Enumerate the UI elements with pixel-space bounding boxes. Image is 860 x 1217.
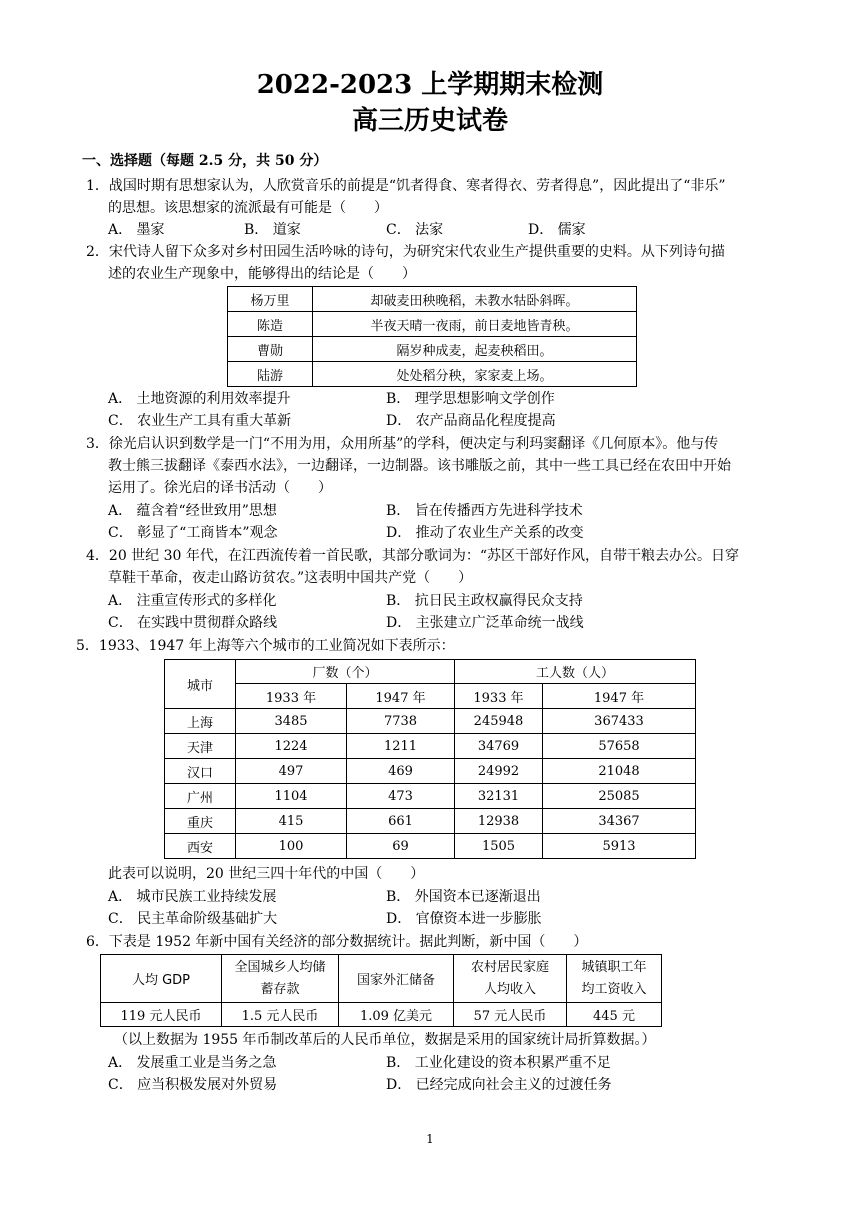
value-cell: 1211 (347, 734, 455, 759)
q4-option-b[interactable]: B． 抗日民主政权赢得民众支持 (386, 593, 583, 609)
q3-option-a[interactable]: A． 蕴含着“经世致用”思想 (108, 503, 277, 519)
q2-option-c[interactable]: C． 农业生产工具有重大革新 (108, 413, 292, 429)
q5-option-c[interactable]: C． 民主革命阶级基础扩大 (108, 911, 278, 927)
poem-table (227, 286, 637, 387)
value-cell: 34367 (543, 809, 696, 834)
table-row (101, 1003, 662, 1027)
rural-income-header-line2: 人均收入 (483, 981, 536, 997)
q4-option-c[interactable]: C． 在实践中贯彻群众路线 (108, 615, 278, 631)
year-header: 1947 年 (543, 684, 696, 709)
q1-option-b[interactable]: B． 道家 (244, 222, 301, 238)
table-row (165, 734, 696, 759)
q6-option-c[interactable]: C． 应当积极发展对外贸易 (108, 1077, 278, 1093)
value-cell: 1224 (236, 734, 347, 759)
value-cell: 32131 (455, 784, 543, 809)
question-3-text-line3: 运用了。徐光启的译书活动（ ） (108, 480, 332, 496)
q6-option-b[interactable]: B． 工业化建设的资本积累严重不足 (386, 1055, 611, 1071)
q6-option-d[interactable]: D． 已经完成向社会主义的过渡任务 (386, 1077, 612, 1093)
question-3-text-line1: 3．徐光启认识到数学是一门“不用为用，众用所基”的学科，便决定与利玛窦翻译《几何原本》。他与传 (86, 436, 719, 452)
savings-header (222, 955, 339, 1003)
workers-header: 工人数（人） (455, 660, 696, 684)
table-row (165, 709, 696, 734)
table-row (165, 784, 696, 809)
value-cell: 5913 (543, 834, 696, 859)
table-row (228, 287, 637, 312)
question-3-text-line2: 教士熊三拔翻译《泰西水法》，一边翻译，一边制器。该书雕版之前，其中一些工具已经在农田中开始 (108, 458, 731, 474)
value-cell: 3485 (236, 709, 347, 734)
city-cell: 天津 (165, 734, 236, 759)
forex-header: 国家外汇储备 (339, 955, 454, 1003)
table-header-row (165, 660, 696, 684)
value-cell: 57658 (543, 734, 696, 759)
table-row (165, 759, 696, 784)
value-cell: 367433 (543, 709, 696, 734)
value-cell: 25085 (543, 784, 696, 809)
q2-option-b[interactable]: B． 理学思想影响文学创作 (386, 391, 555, 407)
verse-cell: 半夜天晴一夜雨，前日麦地皆青秧。 (313, 312, 637, 337)
question-1-text-line1: 1．战国时期有思想家认为，人欣赏音乐的前提是“饥者得食、寒者得衣、劳者得息”，因此提出了“非乐” (86, 178, 726, 194)
page-number: 1 (426, 1132, 434, 1146)
verse-cell: 处处稻分秧，家家麦上场。 (313, 362, 637, 387)
year-header: 1933 年 (455, 684, 543, 709)
verse-cell: 却破麦田秧晚稻，未教水牯卧斜晖。 (313, 287, 637, 312)
city-cell: 汉口 (165, 759, 236, 784)
savings-header-line1: 全国城乡人均储 (234, 959, 326, 975)
poet-cell: 陆游 (228, 362, 313, 387)
value-cell: 1505 (455, 834, 543, 859)
urban-wage-header (567, 955, 662, 1003)
value-cell: 24992 (455, 759, 543, 784)
value-cell: 1104 (236, 784, 347, 809)
gdp-header: 人均 GDP (101, 955, 222, 1003)
factories-header: 厂数（个） (236, 660, 455, 684)
exam-title: 2022-2023 上学期期末检测 (256, 70, 604, 100)
urban-wage-header-line2: 均工资收入 (581, 981, 647, 997)
forex-value: 1.09 亿美元 (339, 1003, 454, 1027)
value-cell: 473 (347, 784, 455, 809)
question-6-text-line1: 6．下表是 1952 年新中国有关经济的部分数据统计。据此判断，新中国（ ） (86, 934, 588, 950)
value-cell: 661 (347, 809, 455, 834)
q4-option-a[interactable]: A． 注重宣传形式的多样化 (108, 593, 277, 609)
city-cell: 广州 (165, 784, 236, 809)
q2-option-d[interactable]: D． 农产品商品化程度提高 (386, 413, 556, 429)
value-cell: 21048 (543, 759, 696, 784)
q5-option-a[interactable]: A． 城市民族工业持续发展 (108, 889, 277, 905)
urban-wage-header-line1: 城镇职工年 (581, 959, 647, 975)
value-cell: 100 (236, 834, 347, 859)
savings-value: 1.5 元人民币 (222, 1003, 339, 1027)
question-5-text-line1: 5．1933、1947 年上海等六个城市的工业简况如下表所示： (76, 638, 455, 654)
rural-income-header-line1: 农村居民家庭 (470, 959, 549, 975)
urban-wage-value: 445 元 (567, 1003, 662, 1027)
q6-option-a[interactable]: A． 发展重工业是当务之急 (108, 1055, 277, 1071)
rural-income-header (454, 955, 567, 1003)
q5-option-b[interactable]: B． 外国资本已逐渐退出 (386, 889, 541, 905)
city-cell: 上海 (165, 709, 236, 734)
question-5-text-line2: 此表可以说明，20 世纪三四十年代的中国（ ） (108, 866, 425, 882)
section-heading: 一、选择题（每题 2.5 分，共 50 分） (82, 153, 328, 169)
year-header: 1947 年 (347, 684, 455, 709)
city-cell: 西安 (165, 834, 236, 859)
q3-option-d[interactable]: D． 推动了农业生产关系的改变 (386, 525, 584, 541)
gdp-value: 119 元人民币 (101, 1003, 222, 1027)
question-4-text-line2: 草鞋干革命，夜走山路访贫农。”这表明中国共产党（ ） (108, 570, 473, 586)
year-header: 1933 年 (236, 684, 347, 709)
value-cell: 469 (347, 759, 455, 784)
q3-option-b[interactable]: B． 旨在传播西方先进科学技术 (386, 503, 583, 519)
q2-option-a[interactable]: A． 土地资源的利用效率提升 (108, 391, 291, 407)
table-row (165, 834, 696, 859)
q5-option-d[interactable]: D． 官僚资本进一步膨胀 (386, 911, 542, 927)
question-6-note: （以上数据为 1955 年币制改革后的人民币单位，数据是采用的国家统计局折算数据。） (114, 1032, 656, 1048)
q1-option-d[interactable]: D． 儒家 (528, 222, 586, 238)
question-2-text-line2: 述的农业生产现象中，能够得出的结论是（ ） (108, 266, 416, 282)
economy-table (100, 954, 662, 1027)
question-1-text-line2: 的思想。该思想家的流派最有可能是（ ） (108, 200, 388, 216)
verse-cell: 隔岁种成麦，起麦秧稻田。 (313, 337, 637, 362)
poet-cell: 陈造 (228, 312, 313, 337)
value-cell: 497 (236, 759, 347, 784)
q1-option-c[interactable]: C． 法家 (386, 222, 444, 238)
value-cell: 12938 (455, 809, 543, 834)
table-row (165, 809, 696, 834)
table-row (228, 312, 637, 337)
question-4-text-line1: 4．20 世纪 30 年代，在江西流传着一首民歌，其部分歌词为：“苏区干部好作风，自带干粮去办公。日穿 (86, 548, 740, 564)
table-row (228, 362, 637, 387)
value-cell: 34769 (455, 734, 543, 759)
table-header-row (165, 684, 696, 709)
question-2-text-line1: 2．宋代诗人留下众多对乡村田园生活吟咏的诗句，为研究宋代农业生产提供重要的史料。从下列诗句描 (86, 244, 725, 260)
value-cell: 245948 (455, 709, 543, 734)
poet-cell: 杨万里 (228, 287, 313, 312)
q4-option-d[interactable]: D． 主张建立广泛革命统一战线 (386, 615, 584, 631)
poet-cell: 曹勋 (228, 337, 313, 362)
q1-option-a[interactable]: A． 墨家 (108, 222, 165, 238)
value-cell: 69 (347, 834, 455, 859)
table-row (228, 337, 637, 362)
city-cell: 重庆 (165, 809, 236, 834)
value-cell: 7738 (347, 709, 455, 734)
industry-table (164, 659, 696, 859)
q3-option-c[interactable]: C． 彰显了“工商皆本”观念 (108, 525, 278, 541)
value-cell: 415 (236, 809, 347, 834)
rural-income-value: 57 元人民币 (454, 1003, 567, 1027)
city-header: 城市 (165, 660, 236, 709)
exam-subtitle: 高三历史试卷 (351, 106, 508, 136)
savings-header-line2: 蓄存款 (260, 981, 300, 997)
table-header-row (101, 955, 662, 1003)
